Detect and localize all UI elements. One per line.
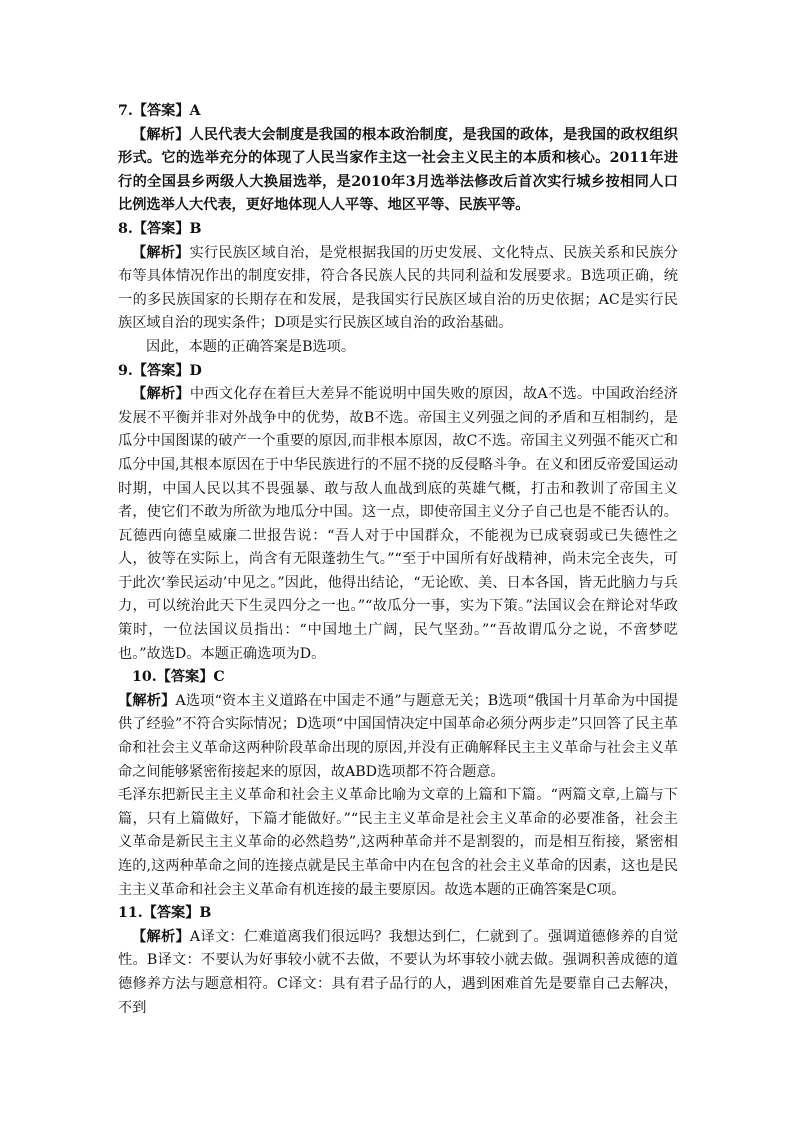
answer-item-11	[118, 902, 678, 1020]
answer-item-8	[118, 218, 678, 360]
explanation-paragraph	[118, 383, 678, 666]
explanation-paragraph	[118, 784, 678, 902]
explanation-text: 实行民族区域自治，是党根据我国的历史发展、文化特点、民族关系和民族分布等具体情况作出的制度安排，符合各民族人民的共同利益和发展要求。B选项正确，统一的多民族国家的长期存在和发展，是我国实行民族区域自治的历史依据；AC是实行民族区域自治的现实条件；D项是实行民族区域自治的政治基础。	[118, 244, 678, 332]
explanation-text: A译文：仁难道离我们很远吗？我想达到仁，仁就到了。强调道德修养的自觉性。B译文：不要认为好事较小就不去做，不要认为坏事较小就去做。强调积善成德的道德修养方法与题意相符。C译文：具有君子品行的人，遇到困难首先是要靠自己去解决，不到	[118, 928, 678, 1016]
explanation-text: A选项“资本主义道路在中国走不通”与题意无关；B选项“俄国十月革命为中国提供了经验”不符合实际情况；D选项“中国国情决定中国革命必须分两步走”只回答了民主革命和社会主义革命这两种阶段革命出现的原因,并没有正确解释民主主义革命与社会主义革命之间能够紧密衔接起来的原因，故ABD选项都不符合题意。	[118, 692, 678, 780]
explanation-text: 毛泽东把新民主主义革命和社会主义革命比喻为文章的上篇和下篇。“两篇文章,上篇与下篇，只有上篇做好，下篇才能做好。”“民主主义革命是社会主义革命的必要准备，社会主义革命是新民主主义革命的必然趋势”,这两种革命并不是割裂的，而是相互衔接，紧密相连的,这两种革命之间的连接点就是民主革命中内在包含的社会主义革命的因素，这也是民主主义革命和社会主义革命有机连接的最主要原因。故选本题的正确答案是C项。	[118, 787, 678, 898]
explanation-text: 中西文化存在着巨大差异不能说明中国失败的原因，故A不选。中国政治经济发展不平衡并非对外战争中的优势，故B不选。帝国主义列强之间的矛盾和互相制约，是瓜分中国图谋的破产一个重要的原因,而非根本原因，故C不选。帝国主义列强不能灭亡和瓜分中国,其根本原因在于中华民族进行的不屈不挠的反侵略斗争。在义和团反帝爱国运动时期，中国人民以其不畏强暴、敢与敌人血战到底的英雄气概，打击和教训了帝国主义者，使它们不敢为所欲为地瓜分中国。这一点，即使帝国主义分子自己也是不能否认的。瓦德西向德皇威廉二世报告说：“吾人对于中国群众，不能视为已成衰弱或已失德性之人，彼等在实际上，尚含有无限蓬勃生气。”“至于中国所有好战精神，尚未完全丧失，可于此次‘拳民运动’中见之。”因此，他得出结论，“无论欧、美、日本各国，皆无此脑力与兵力，可以统治此天下生灵四分之一也。”“故瓜分一事，实为下策。”法国议会在辩论对华政策时，一位法国议员指出：“中国地土广阔，民气坚劲。”“吾故谓瓜分之说，不啻梦呓也。”故选D。本题正确选项为D。	[118, 386, 678, 662]
conclusion-paragraph	[118, 336, 678, 360]
answer-heading: 7.【答案】A	[118, 103, 201, 119]
explanation-tag: 【解析】	[132, 386, 190, 403]
explanation-tag: 【解析】	[132, 126, 190, 143]
explanation-paragraph	[118, 926, 678, 1020]
document-page	[118, 100, 678, 1020]
explanation-text: 人民代表大会制度是我国的根本政治制度，是我国的政体，是我国的政权组织形式。它的选举充分的体现了人民当家作主这一社会主义民主的本质和核心。2011年进行的全国县乡两级人大换届选举，是2010年3月选举法修改后首次实行城乡按相同人口比例选举人大代表，更好地体现人人平等、地区平等、民族平等。	[118, 126, 678, 214]
answer-item-7	[118, 100, 678, 218]
answer-item-10	[118, 666, 678, 902]
answer-heading: 10.【答案】C	[132, 669, 225, 686]
explanation-paragraph	[118, 124, 678, 218]
answer-item-9	[118, 360, 678, 667]
answer-heading: 11.【答案】B	[118, 905, 212, 922]
explanation-paragraph	[118, 242, 678, 336]
explanation-tag: 【解析】	[118, 692, 176, 709]
explanation-tag: 【解析】	[132, 928, 190, 945]
explanation-paragraph	[118, 690, 678, 784]
answer-heading: 8.【答案】B	[118, 220, 202, 237]
answer-heading: 9.【答案】D	[118, 362, 202, 379]
conclusion-text: 因此，本题的正确答案是B选项。	[146, 338, 356, 355]
explanation-tag: 【解析】	[132, 244, 190, 261]
